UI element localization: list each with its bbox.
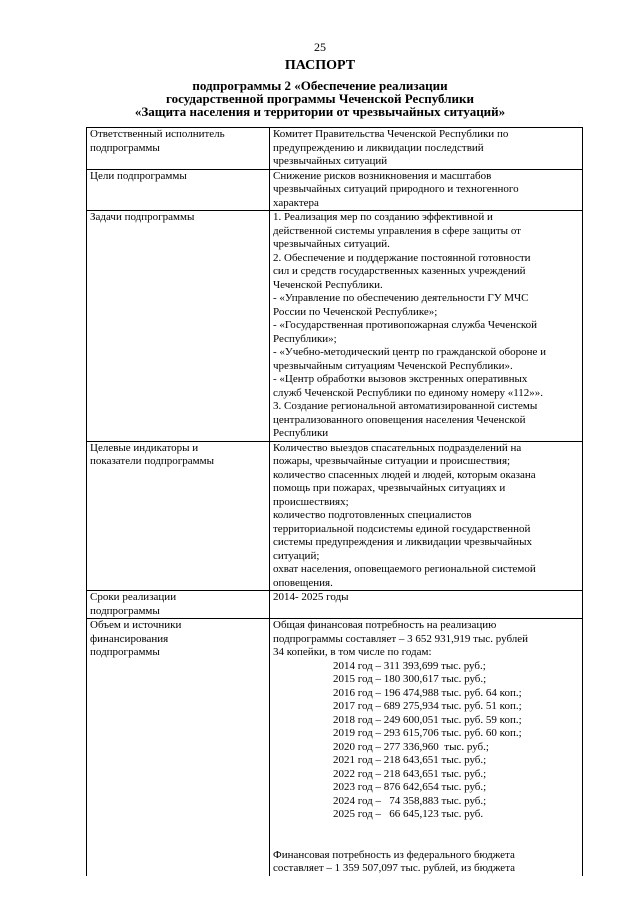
content-line: количество спасенных людей и людей, которым оказана	[273, 468, 536, 481]
funding-year-line: 2023 год – 876 642,654 тыс. руб.;	[333, 781, 487, 793]
label-line: показатели подпрограммы	[90, 455, 214, 467]
content-line: Комитет Правительства Чеченской Республики по	[273, 128, 509, 140]
table-row	[87, 441, 583, 591]
label-line: Целевые индикаторы и	[90, 441, 199, 454]
row-label	[87, 591, 270, 619]
table-row-funding	[87, 619, 583, 876]
funding-year-line: 2020 год – 277 336,960 тыс. руб.;	[333, 740, 489, 753]
content-line: предупреждению и ликвидации последствий	[273, 141, 484, 154]
content-line: - «Центр обработки вызовов экстренных оперативных	[273, 373, 528, 385]
content-line: Количество выездов спасательных подразделений на	[273, 441, 522, 454]
content-line: Снижение рисков возникновения и масштабов	[273, 169, 492, 182]
content-line: Республики»;	[273, 332, 337, 345]
content-line: 2014- 2025 годы	[273, 591, 349, 603]
passport-table	[86, 127, 583, 876]
row-content	[270, 169, 583, 211]
content-line: ситуаций;	[273, 549, 320, 562]
label-line: финансирования	[90, 632, 169, 645]
content-line: - «Управление по обеспечению деятельности ГУ МЧС	[273, 292, 529, 304]
row-content	[270, 619, 583, 876]
row-content	[270, 441, 583, 591]
funding-year-line: 2017 год – 689 275,934 тыс. руб. 51 коп.;	[333, 700, 522, 712]
funding-year-line: 2025 год – 66 645,123 тыс. руб.	[333, 808, 484, 820]
row-label	[87, 211, 270, 442]
label-line: Ответственный исполнитель	[90, 128, 225, 140]
content-line: сил и средств государственных казенных учреждений	[273, 265, 526, 277]
label-line: подпрограммы	[90, 646, 160, 658]
funding-year-line: 2016 год – 196 474,988 тыс. руб. 64 коп.;	[333, 686, 522, 699]
content-line: оповещения.	[273, 576, 333, 589]
funding-intro-line: подпрограммы составляет – 3 652 931,919 тыс. рублей	[273, 632, 529, 645]
label-line: Объем и источники	[90, 619, 182, 631]
content-line: происшествиях;	[273, 495, 349, 508]
funding-intro-line: 34 копейки, в том числе по годам:	[273, 646, 432, 658]
document-title: ПАСПОРТ	[284, 58, 356, 73]
funding-year-line: 2014 год – 311 393,699 тыс. руб.;	[333, 659, 486, 672]
content-line: 3. Создание региональной автоматизированной системы	[273, 400, 538, 412]
content-line: Чеченской Республики.	[273, 278, 383, 291]
row-content	[270, 211, 583, 442]
content-line: - «Учебно-методический центр по гражданской обороне и	[273, 346, 547, 358]
row-label	[87, 441, 270, 591]
content-line: охват населения, оповещаемого региональной системой	[273, 563, 536, 575]
page-number: 25	[314, 40, 326, 54]
table-row	[87, 591, 583, 619]
label-line: подпрограммы	[90, 141, 160, 154]
content-line: помощь при пожарах, чрезвычайных ситуациях и	[273, 482, 506, 494]
content-line: централизованного оповещения населения Чеченской	[273, 413, 526, 426]
content-line: территориальной подсистемы единой государственной	[273, 522, 531, 535]
label-line: Цели подпрограммы	[90, 169, 187, 182]
content-line: характера	[273, 196, 319, 209]
row-label	[87, 619, 270, 876]
content-line: 1. Реализация мер по созданию эффективной и	[273, 211, 493, 223]
blank-line	[273, 822, 579, 836]
funding-federal-line: Финансовая потребность из федерального бюджета	[273, 848, 515, 861]
content-line: действенной системы управления в сфере защиты от	[273, 224, 521, 237]
blank-line	[273, 835, 579, 849]
table-row	[87, 211, 583, 442]
row-label	[87, 128, 270, 170]
content-line: России по Чеченской Республике»;	[273, 305, 438, 318]
label-line: Задачи подпрограммы	[90, 211, 195, 223]
label-line: Сроки реализации	[90, 591, 177, 603]
content-line: служб Чеченской Республики по единому номеру «112»».	[273, 386, 544, 399]
label-line: подпрограммы	[90, 604, 160, 617]
content-line: чрезвычайных ситуаций	[273, 155, 388, 167]
content-line: чрезвычайным ситуациям Чеченской Республики».	[273, 359, 513, 372]
funding-year-line: 2015 год – 180 300,617 тыс. руб.;	[333, 673, 487, 685]
content-line: 2. Обеспечение и поддержание постоянной готовности	[273, 251, 531, 264]
content-line: чрезвычайных ситуаций природного и техногенного	[273, 183, 519, 195]
content-line: количество подготовленных специалистов	[273, 509, 472, 521]
content-line: пожары, чрезвычайные ситуации и происшествия;	[273, 455, 511, 467]
funding-year-line: 2022 год – 218 643,651 тыс. руб.;	[333, 767, 487, 780]
row-label	[87, 169, 270, 211]
content-line: системы предупреждения и ликвидации чрезвычайных	[273, 536, 532, 548]
subtitle-line: государственной программы Чеченской Республики	[166, 91, 474, 106]
content-line: - «Государственная противопожарная служба Чеченской	[273, 319, 538, 331]
subtitle-line: подпрограммы 2 «Обеспечение реализации	[192, 78, 448, 93]
content-line: чрезвычайных ситуаций.	[273, 238, 390, 250]
row-content	[270, 591, 583, 619]
funding-federal-line: составляет – 1 359 507,097 тыс. рублей, из бюджета	[273, 862, 516, 874]
subtitle-line: «Защита населения и территории от чрезвычайных ситуаций»	[134, 104, 506, 119]
row-content	[270, 128, 583, 170]
funding-year-line: 2019 год – 293 615,706 тыс. руб. 60 коп.;	[333, 727, 522, 739]
funding-year-line: 2024 год – 74 358,883 тыс. руб.;	[333, 794, 487, 807]
table-row	[87, 128, 583, 170]
table-row	[87, 169, 583, 211]
content-line: Республики	[273, 427, 329, 439]
funding-year-line: 2018 год – 249 600,051 тыс. руб. 59 коп.;	[333, 713, 522, 726]
funding-year-line: 2021 год – 218 643,651 тыс. руб.;	[333, 754, 487, 766]
document-subtitle	[0, 79, 640, 118]
funding-intro-line: Общая финансовая потребность на реализацию	[273, 619, 497, 631]
